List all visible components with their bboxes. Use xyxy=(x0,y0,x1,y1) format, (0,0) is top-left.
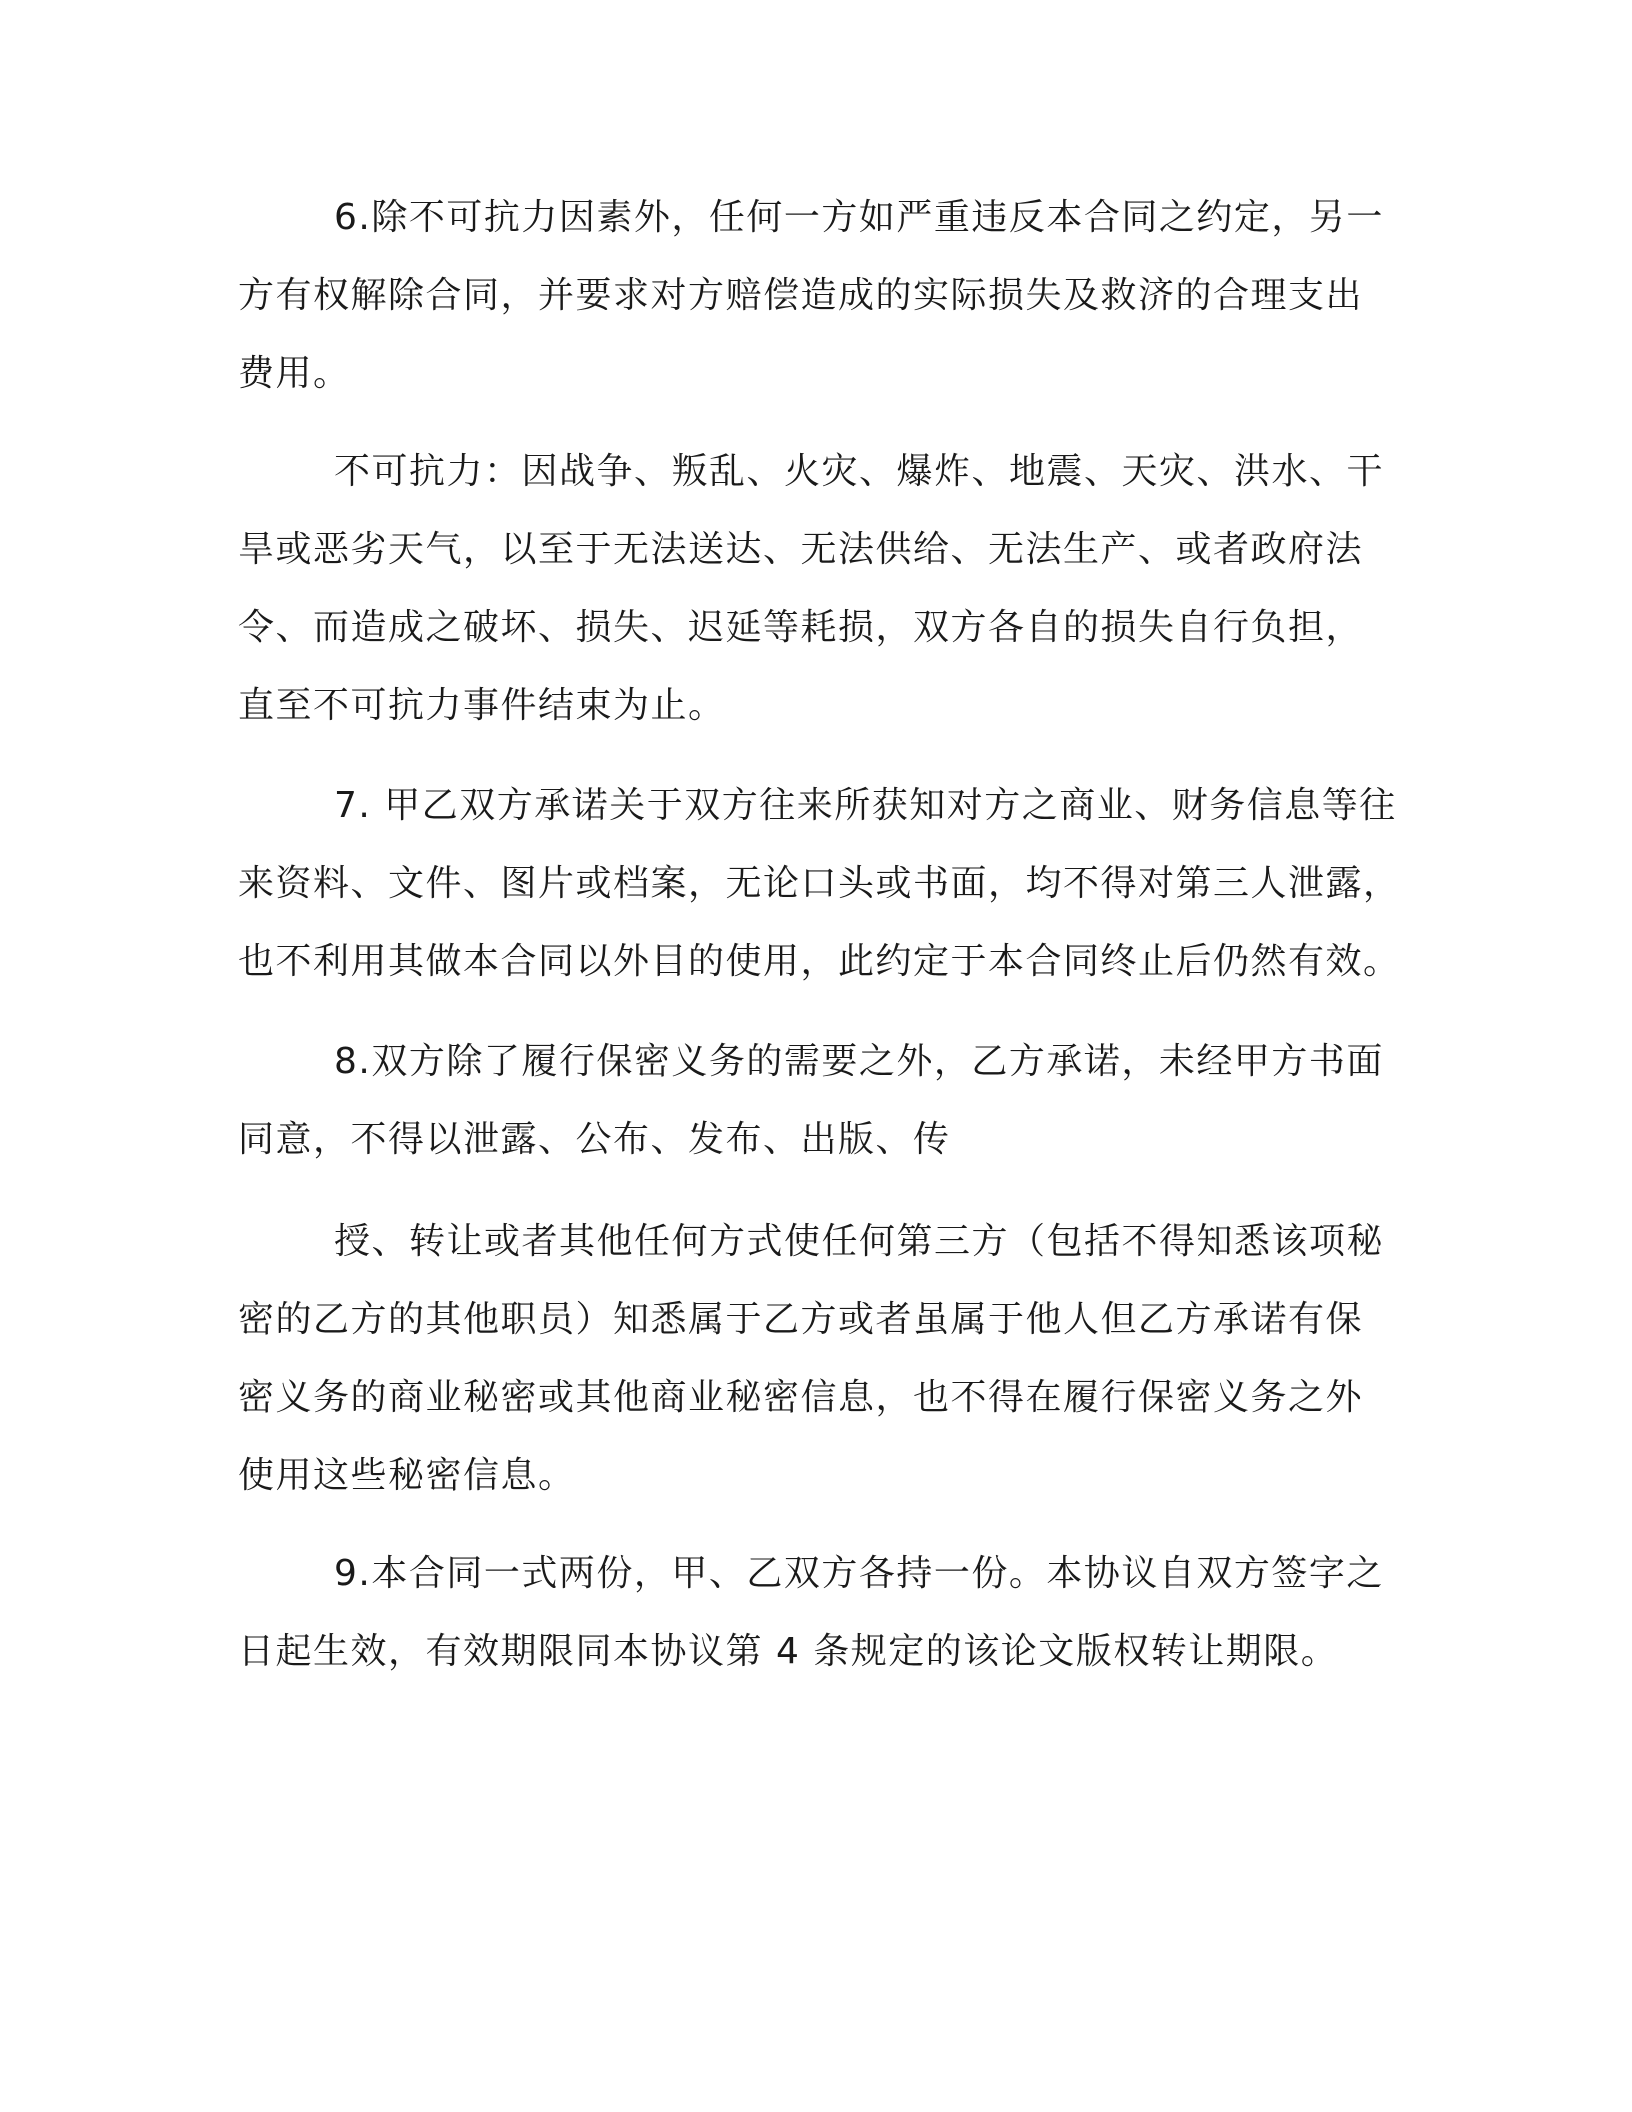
text-line: 令、而造成之破坏、损失、迟延等耗损，双方各自的损失自行负担， xyxy=(238,607,1364,648)
text-line: 密的乙方的其他职员）知悉属于乙方或者虽属于他人但乙方承诺有保 xyxy=(238,1299,1364,1340)
text-line: 密义务的商业秘密或其他商业秘密信息，也不得在履行保密义务之外 xyxy=(238,1377,1364,1418)
text-line: 费用。 xyxy=(238,353,351,394)
text-line: 使用这些秘密信息。 xyxy=(238,1455,576,1496)
text-line: 也不利用其做本合同以外目的使用，此约定于本合同终止后仍然有效。 xyxy=(238,941,1401,982)
text-line: 6.除不可抗力因素外，任何一方如严重违反本合同之约定，另一 xyxy=(334,197,1384,238)
text-line: 同意，不得以泄露、公布、发布、出版、传 xyxy=(238,1119,951,1160)
text-line: 旱或恶劣天气，以至于无法送达、无法供给、无法生产、或者政府法 xyxy=(238,529,1364,570)
text-line: 日起生效，有效期限同本协议第 4 条规定的该论文版权转让期限。 xyxy=(238,1631,1339,1672)
text-line: 9.本合同一式两份，甲、乙双方各持一份。本协议自双方签字之 xyxy=(334,1553,1384,1594)
text-line: 方有权解除合同，并要求对方赔偿造成的实际损失及救济的合理支出 xyxy=(238,275,1364,316)
text-line: 7. 甲乙双方承诺关于双方往来所获知对方之商业、财务信息等往 xyxy=(334,785,1397,826)
text-line: 授、转让或者其他任何方式使任何第三方（包括不得知悉该项秘 xyxy=(334,1221,1385,1262)
text-line: 8.双方除了履行保密义务的需要之外，乙方承诺，未经甲方书面 xyxy=(334,1041,1384,1082)
text-line: 来资料、文件、图片或档案，无论口头或书面，均不得对第三人泄露， xyxy=(238,863,1401,904)
text-line: 不可抗力：因战争、叛乱、火灾、爆炸、地震、天灾、洪水、干 xyxy=(334,451,1385,492)
text-line: 直至不可抗力事件结束为止。 xyxy=(238,685,726,726)
